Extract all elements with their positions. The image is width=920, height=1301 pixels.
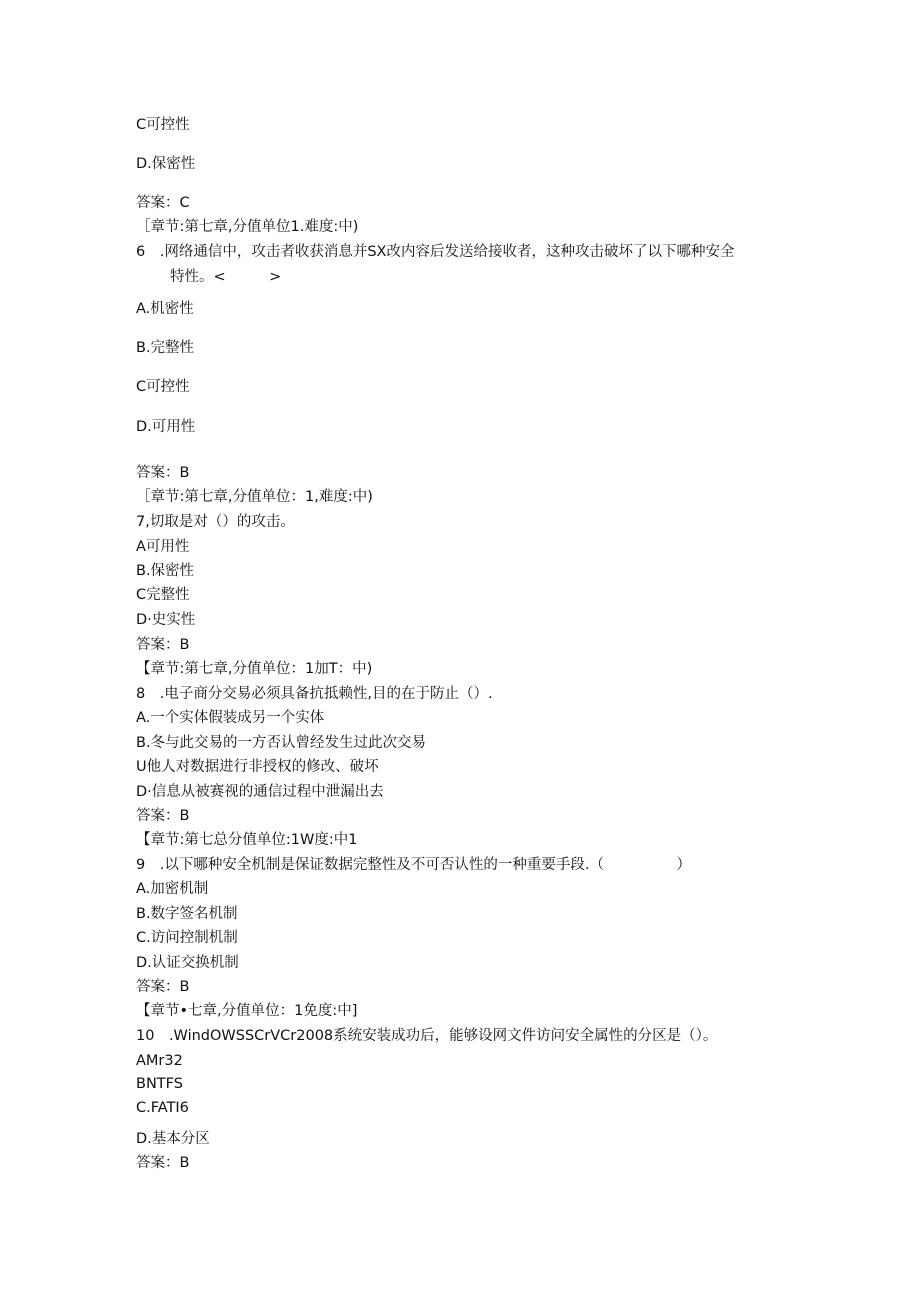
option-a-q9: A.加密机制 <box>136 881 209 897</box>
question-10: 10 .WindOWSSCrVCr2008系统安装成功后，能够设网文件访问安全属性的分区是（）。 <box>136 1028 718 1044</box>
option-c-controllability-q5: C可控性 <box>136 117 190 133</box>
option-c-q8: U他人对数据进行非授权的修改、破坏 <box>136 759 379 775</box>
question-7: 7,切取是对（）的攻击。 <box>136 514 295 530</box>
option-d-confidentiality-q5: D.保密性 <box>136 156 196 172</box>
answer-q7: 答案：B <box>136 637 190 653</box>
option-a-q10: AMr32 <box>136 1053 183 1069</box>
option-c-q10: C.FATI6 <box>136 1100 189 1116</box>
question-8: 8 .电子商分交易必须具备抗抵赖性,目的在于防止（）. <box>136 686 493 702</box>
option-d-q10: D.基本分区 <box>136 1131 210 1147</box>
answer-q10: 答案：B <box>136 1155 190 1171</box>
option-a-q7: A可用性 <box>136 539 190 555</box>
option-b-q7: B.保密性 <box>136 563 195 579</box>
option-c-q7: C完整性 <box>136 587 190 603</box>
option-c-q9: C.访问控制机制 <box>136 930 238 946</box>
answer-q5: 答案：C <box>136 195 190 211</box>
chapter-info-q7: 【章节:第七章,分值单位：1加T：中) <box>136 661 373 677</box>
chapter-info-q8: 【章节:第七总分值单位:1W度:中1 <box>136 832 358 848</box>
question-9: 9 .以下哪种安全机制是保证数据完整性及不可否认性的一种重要手段.（ ） <box>136 857 691 873</box>
chapter-info-q9: 【章节•七章,分值单位：1免度:中] <box>136 1003 358 1019</box>
answer-q8: 答案：B <box>136 808 190 824</box>
option-d-q6: D.可用性 <box>136 419 196 435</box>
option-a-q6: A.机密性 <box>136 301 194 317</box>
answer-q6: 答案：B <box>136 465 190 481</box>
question-6-continuation: 特性。< > <box>170 269 282 285</box>
option-d-q9: D.认证交换机制 <box>136 955 239 971</box>
answer-q9: 答案：B <box>136 979 190 995</box>
option-a-q8: A.一个实体假装成另一个实体 <box>136 710 325 726</box>
option-b-q10: BNTFS <box>136 1076 183 1092</box>
option-c-q6: C可控性 <box>136 379 190 395</box>
question-6: 6 .网络通信中，攻击者收获消息并SX改内容后发送给接收者，这种攻击破坏了以下哪种安全 <box>136 244 735 260</box>
option-d-q7: D·史实性 <box>136 612 196 628</box>
option-d-q8: D·信息从被赛视的通信过程中泄漏出去 <box>136 784 384 800</box>
option-b-q9: B.数字签名机制 <box>136 906 238 922</box>
chapter-info-q5: ［章节:第七章,分值单位1.难度:中) <box>136 219 359 235</box>
option-b-q8: B.冬与此交易的一方否认曾经发生过此次交易 <box>136 735 427 751</box>
chapter-info-q6: ［章节:第七章,分值单位：1,难度:中) <box>136 489 373 505</box>
option-b-q6: B.完整性 <box>136 340 195 356</box>
